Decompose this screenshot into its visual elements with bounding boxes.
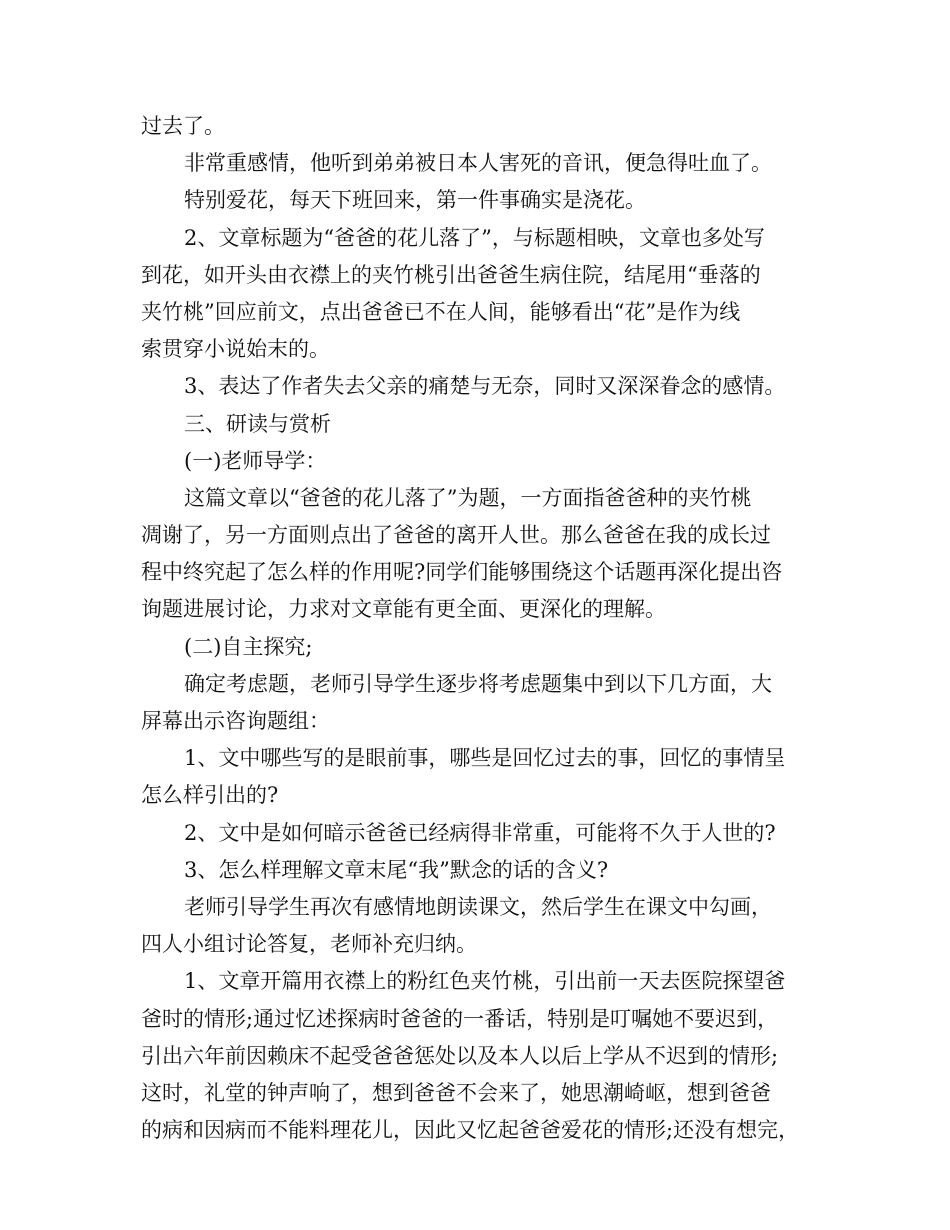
text-line: 确定考虑题，老师引导学生逐步将考虑题集中到以下几方面，大 [184,671,772,696]
text-line: 三、研读与赏析 [184,411,331,436]
text-line: 这时，礼堂的钟声响了，想到爸爸不会来了，她思潮崎岖，想到爸爸 [141,1080,771,1105]
text-line: 非常重感情，他听到弟弟被日本人害死的音讯，便急得吐血了。 [184,151,772,176]
text-line: 爸时的情形;通过忆述探病时爸爸的一番话，特别是叮嘱她不要迟到， [141,1006,779,1031]
text-line: 3、表达了作者失去父亲的痛楚与无奈，同时又深深眷念的感情。 [184,374,786,399]
document-body [141,108,831,1149]
text-line: 索贯穿小说始末的。 [141,337,330,362]
text-line: 凋谢了，另一方面则点出了爸爸的离开人世。那么爸爸在我的成长过 [141,523,771,548]
text-line: 老师引导学生再次有感情地朗读课文，然后学生在课文中勾画， [184,894,772,919]
text-line: 的病和因病而不能料理花儿，因此又忆起爸爸爱花的情形;还没有想完， [141,1118,800,1143]
text-line: 程中终究起了怎么样的作用呢?同学们能够围绕这个话题再深化提出咨 [141,560,783,585]
text-line: 3、怎么样理解文章末尾“我”默念的话的含义? [184,857,609,882]
text-line: (一)老师导学： [184,448,327,473]
text-line: 2、文中是如何暗示爸爸已经病得非常重，可能将不久于人世的? [184,820,776,845]
text-line: 询题进展讨论，力求对文章能有更全面、更深化的理解。 [141,597,666,622]
text-line: 怎么样引出的? [141,783,279,808]
text-line: 四人小组讨论答复，老师补充归纳。 [141,932,477,957]
text-line: 过去了。 [141,114,225,138]
text-line: 夹竹桃”回应前文，点出爸爸已不在人间，能够看出“花”是作为线 [141,299,741,324]
text-line: (二)自主探究; [184,634,313,659]
text-line: 2、文章标题为“爸爸的花儿落了”，与标题相映，文章也多处写 [184,225,765,250]
text-line: 到花，如开头由衣襟上的夹竹桃引出爸爸生病住院，结尾用“垂落的 [141,262,761,287]
text-line: 1、文章开篇用衣襟上的粉红色夹竹桃，引出前一天去医院探望爸 [184,969,786,994]
text-line: 特别爱花，每天下班回来，第一件事确实是浇花。 [184,188,646,213]
text-line: 屏幕出示咨询题组： [141,709,330,733]
text-line: 这篇文章以“爸爸的花儿落了”为题，一方面指爸爸种的夹竹桃 [184,485,752,510]
text-line: 引出六年前因赖床不起受爸爸惩处以及本人以后上学从不迟到的情形; [141,1043,779,1068]
text-line: 1、文中哪些写的是眼前事，哪些是回忆过去的事，回忆的事情呈 [184,746,786,771]
